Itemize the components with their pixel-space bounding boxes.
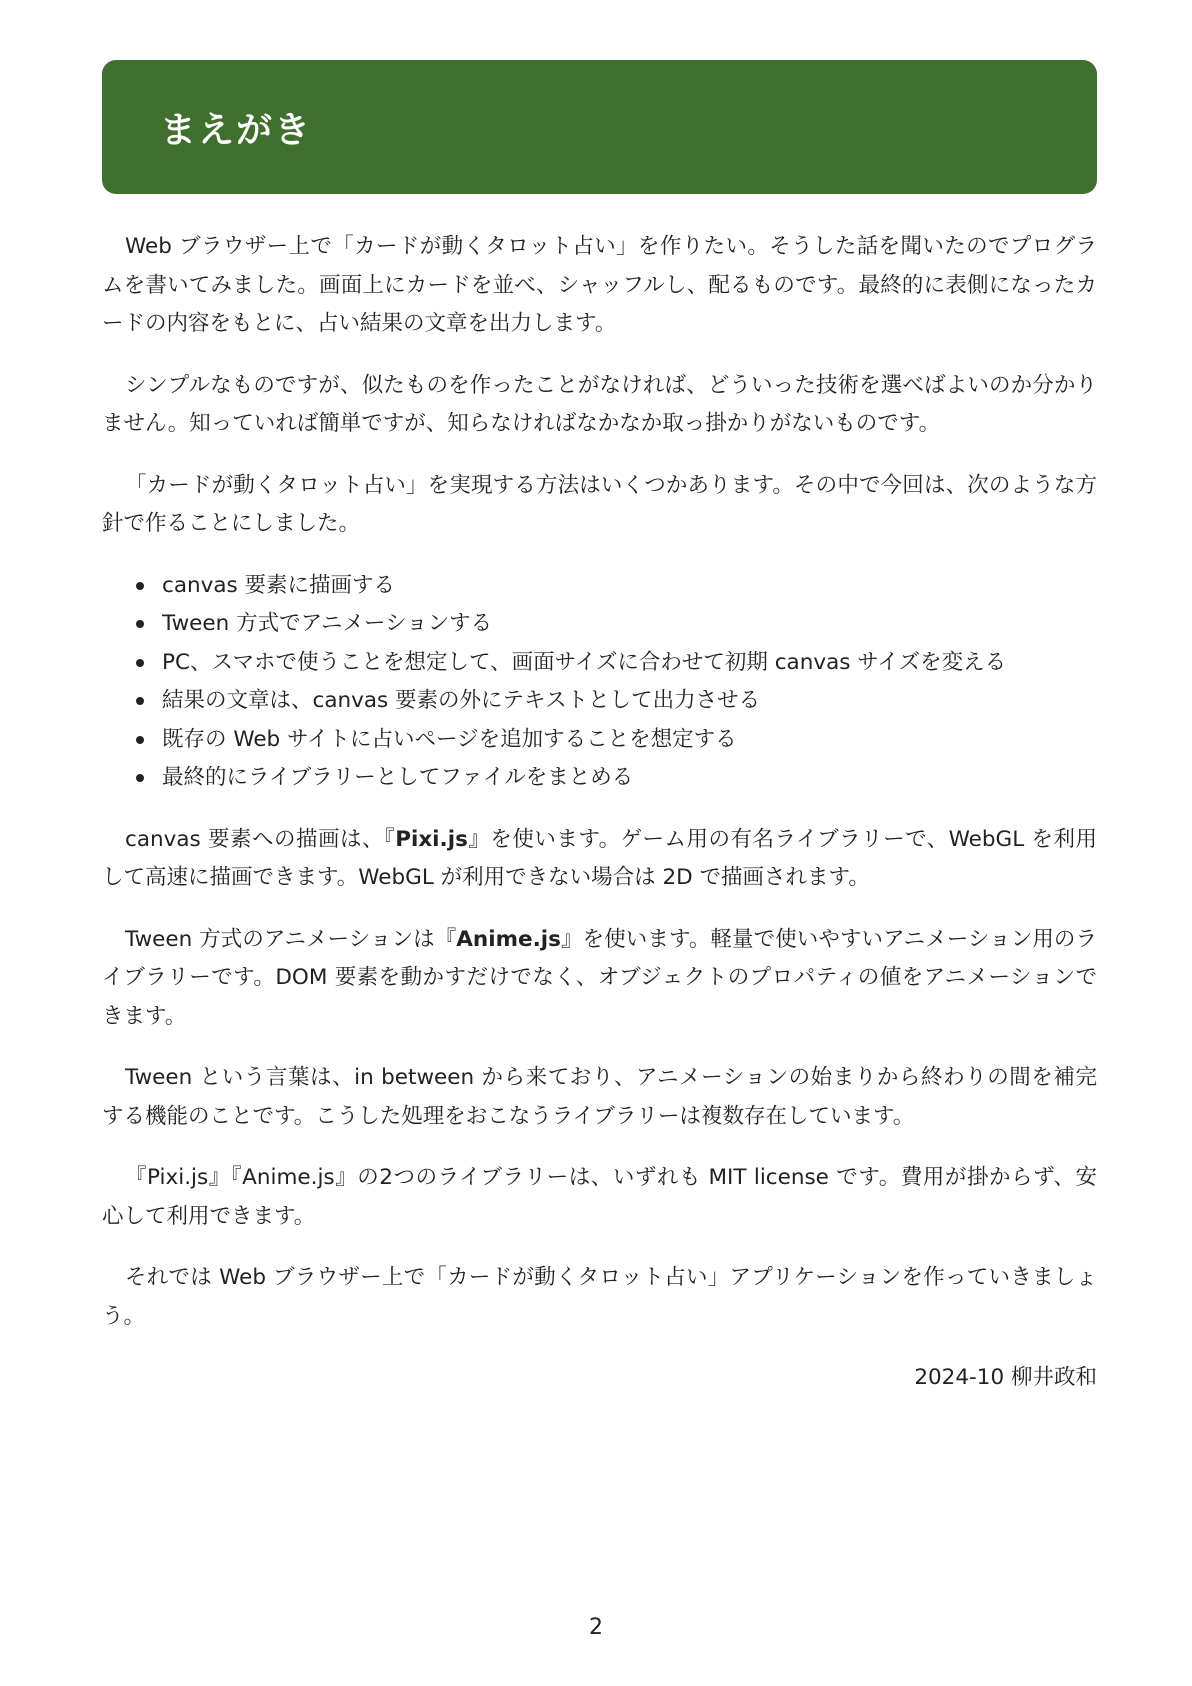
anime-name: Anime.js [456, 926, 561, 952]
bullet-icon [136, 736, 144, 744]
paragraph-policy: 「カードが動くタロット占い」を実現する方法はいくつかあります。その中で今回は、次のような方針で作ることにしました。 [102, 472, 1097, 536]
pixi-name: Pixi.js [395, 826, 468, 852]
paragraph-intro: Web ブラウザー上で「カードが動くタロット占い」を作りたい。そうした話を聞いたのでプログラムを書いてみました。画面上にカードを並べ、シャッフルし、配るものです。最終的に表側になったカードの内容をもとに、占い結果の文章を出力します。 [102, 234, 1097, 336]
list-item: canvas 要素に描画する [162, 567, 1097, 606]
main-content [102, 228, 1097, 1398]
signature: 2024-10 柳井政和 [914, 1365, 1097, 1390]
bullet-icon [136, 659, 144, 667]
bullet-icon [136, 582, 144, 590]
paragraph-difficulty: シンプルなものですが、似たものを作ったことがなければ、どういった技術を選べばよいのか分かりません。知っていれば簡単ですが、知らなければなかなか取っ掛かりがないものです。 [102, 372, 1097, 436]
list-item: PC、スマホで使うことを想定して、画面サイズに合わせて初期 canvas サイズを変える [162, 644, 1097, 683]
paragraph-license: 『Pixi.js』『Anime.js』の2つのライブラリーは、いずれも MIT license です。費用が掛からず、安心して利用できます。 [102, 1165, 1097, 1229]
paragraph-pixi: canvas 要素への描画は、『Pixi.js』を使います。ゲーム用の有名ライブラリーで、WebGL を利用して高速に描画できます。WebGL が利用できない場合は 2D で描画されます。 [102, 826, 1097, 890]
list-item: 結果の文章は、canvas 要素の外にテキストとして出力させる [162, 682, 1097, 721]
page-number: 2 [589, 1615, 603, 1640]
policy-list [102, 567, 1097, 798]
list-item: 最終的にライブラリーとしてファイルをまとめる [162, 759, 1097, 798]
paragraph-tween: Tween という言葉は、in between から来ており、アニメーションの始まりから終わりの間を補完する機能のことです。こうした処理をおこなうライブラリーは複数存在しています。 [102, 1065, 1097, 1129]
paragraph-anime: Tween 方式のアニメーションは『Anime.js』を使います。軽量で使いやすいアニメーション用のライブラリーです。DOM 要素を動かすだけでなく、オブジェクトのプロパティの値をアニメーションできます。 [102, 926, 1097, 1029]
paragraph-closing: それでは Web ブラウザー上で「カードが動くタロット占い」アプリケーションを作っていきましょう。 [102, 1265, 1097, 1329]
chapter-header [102, 60, 1097, 194]
list-item: Tween 方式でアニメーションする [162, 605, 1097, 644]
list-item: 既存の Web サイトに占いページを追加することを想定する [162, 721, 1097, 760]
bullet-icon [136, 697, 144, 705]
chapter-title: まえがき [160, 109, 313, 151]
bullet-icon [136, 620, 144, 628]
bullet-icon [136, 774, 144, 782]
